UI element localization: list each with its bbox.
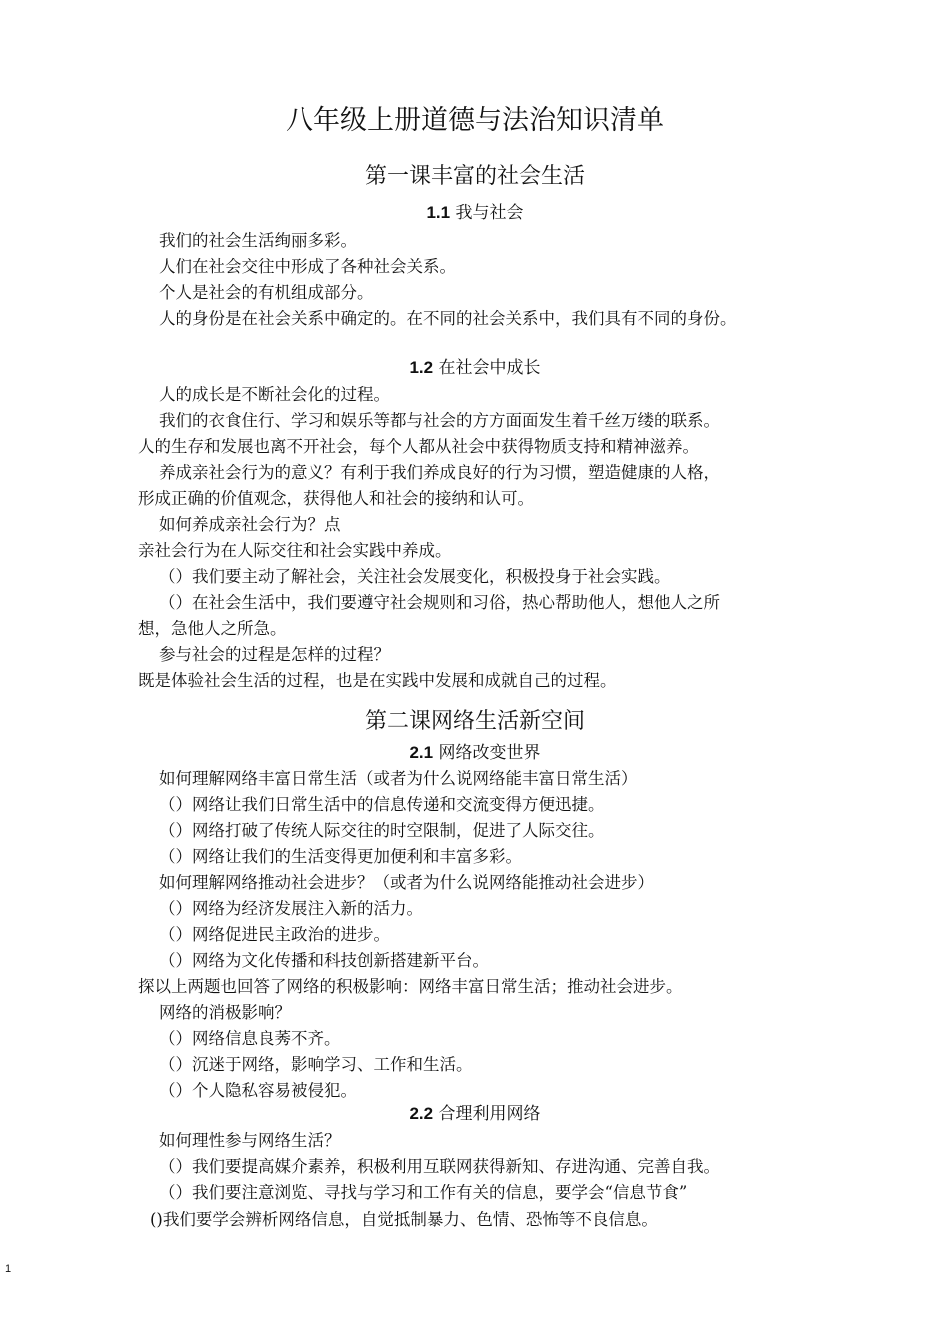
- text-line: （）网络让我们的生活变得更加便利和丰富多彩。: [159, 847, 522, 866]
- text-line: 探以上两题也回答了网络的积极影响：网络丰富日常生活；推动社会进步。: [138, 977, 683, 996]
- text-line: 养成亲社会行为的意义？有利于我们养成良好的行为习惯，塑造健康的人格，: [159, 463, 720, 482]
- text-line: （）我们要注意浏览、寻找与学习和工作有关的信息，要学会“信息节食”: [159, 1183, 688, 1202]
- text-line: 我们的衣食住行、学习和娱乐等都与社会的方方面面发生着千丝万缕的联系。: [159, 411, 720, 430]
- text-line: （）网络为经济发展注入新的活力。: [159, 899, 423, 918]
- section-title: 我与社会: [455, 203, 524, 223]
- text-line: 如何理解网络推动社会进步？（或者为什么说网络能推动社会进步）: [159, 873, 654, 892]
- lesson-title: 第二课网络生活新空间: [364, 709, 585, 734]
- text-line: （）个人隐私容易被侵犯。: [159, 1081, 357, 1100]
- section-title: 在社会中成长: [438, 358, 541, 378]
- document-title: 八年级上册道德与法治知识清单: [286, 105, 664, 136]
- section-heading: [0, 740, 950, 766]
- section-title: 网络改变世界: [438, 743, 541, 763]
- text-line: （）在社会生活中，我们要遵守社会规则和习俗，热心帮助他人，想他人之所: [159, 593, 720, 612]
- text-line: 想，急他人之所急。: [138, 619, 287, 638]
- text-line: 亲社会行为在人际交往和社会实践中养成。: [138, 541, 452, 560]
- text-line: 个人是社会的有机组成部分。: [159, 283, 374, 302]
- text-line: （）网络促进民主政治的进步。: [159, 925, 390, 944]
- page-number: 1: [5, 1263, 12, 1275]
- text-line: （）我们要主动了解社会，关注社会发展变化，积极投身于社会实践。: [159, 567, 671, 586]
- text-line: （）网络让我们日常生活中的信息传递和交流变得方便迅捷。: [159, 795, 605, 814]
- text-line: 我们的社会生活绚丽多彩。: [159, 231, 357, 250]
- text-line: 人的成长是不断社会化的过程。: [159, 385, 390, 404]
- section-number: 2.2: [409, 1104, 434, 1123]
- text-line: 网络的消极影响？: [159, 1003, 291, 1022]
- text-line: 如何养成亲社会行为？点: [159, 515, 341, 534]
- text-line: （）网络为文化传播和科技创新搭建新平台。: [159, 951, 489, 970]
- text-line: （）我们要提高媒介素养，积极利用互联网获得新知、存进沟通、完善自我。: [159, 1157, 720, 1176]
- section-number: 2.1: [409, 743, 434, 762]
- lesson-title: 第一课丰富的社会生活: [364, 164, 585, 189]
- text-line: 如何理解网络丰富日常生活（或者为什么说网络能丰富日常生活）: [159, 769, 638, 788]
- section-heading: [0, 1101, 950, 1127]
- text-line: （）网络打破了传统人际交往的时空限制，促进了人际交往。: [159, 821, 605, 840]
- text-line: 参与社会的过程是怎样的过程？: [159, 645, 390, 664]
- section-heading: [0, 355, 950, 381]
- text-line: ()我们要学会辨析网络信息，自觉抵制暴力、色情、恐怖等不良信息。: [150, 1210, 658, 1229]
- text-line: 如何理性参与网络生活？: [159, 1131, 341, 1150]
- section-number: 1.2: [409, 358, 434, 377]
- text-line: 人们在社会交往中形成了各种社会关系。: [159, 257, 456, 276]
- text-line: （）沉迷于网络，影响学习、工作和生活。: [159, 1055, 473, 1074]
- section-title: 合理利用网络: [438, 1104, 541, 1124]
- text-line: 人的身份是在社会关系中确定的。在不同的社会关系中，我们具有不同的身份。: [159, 309, 737, 328]
- text-line: 人的生存和发展也离不开社会，每个人都从社会中获得物质支持和精神滋养。: [138, 437, 699, 456]
- section-heading: [0, 200, 950, 226]
- text-line: （）网络信息良莠不齐。: [159, 1029, 341, 1048]
- text-line: 既是体验社会生活的过程，也是在实践中发展和成就自己的过程。: [138, 671, 617, 690]
- text-line: 形成正确的价值观念，获得他人和社会的接纳和认可。: [138, 489, 534, 508]
- section-number: 1.1: [426, 203, 451, 222]
